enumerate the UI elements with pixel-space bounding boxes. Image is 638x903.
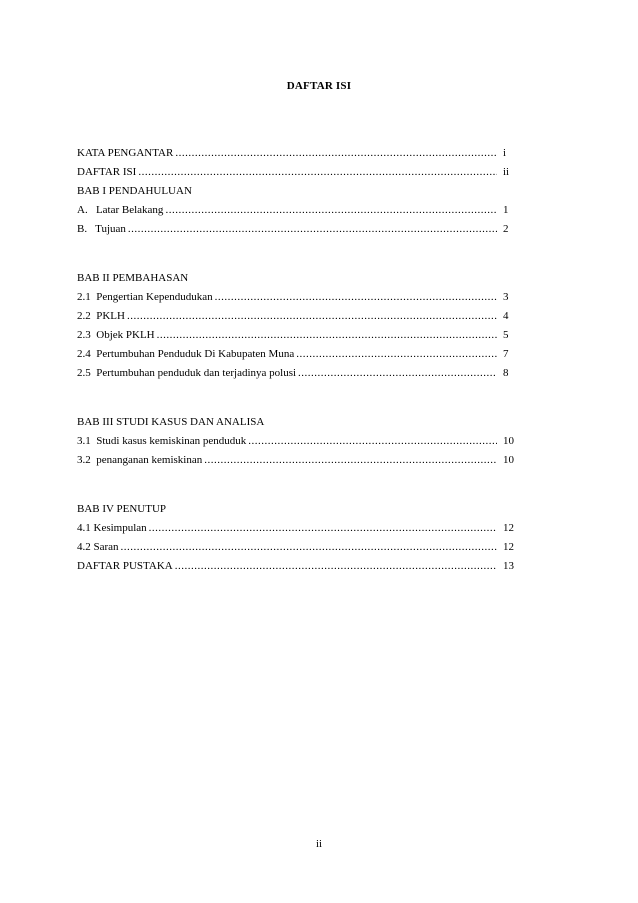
toc-entry [77,326,517,345]
dot-leader [157,326,497,345]
toc-entry-label: 4.2 Saran [77,541,119,553]
toc-entry-page: 10 [503,454,514,466]
section-spacer [77,239,517,269]
toc-entry-page: 7 [503,348,509,360]
dot-leader [128,220,497,239]
toc-entry [77,538,517,557]
chapter-heading: BAB III STUDI KASUS DAN ANALISA [77,416,265,428]
toc-entry-page: 10 [503,435,514,447]
dot-leader [175,144,497,163]
page-number: ii [315,838,323,850]
toc-entry [77,144,517,163]
toc-entry [77,432,517,451]
dot-leader [215,288,497,307]
toc-entry-page: 13 [503,560,514,572]
toc-entry-page: i [503,147,507,159]
toc-entry-label: 3.1 Studi kasus kemiskinan penduduk [77,435,247,447]
dot-leader [149,519,497,538]
toc-entry-label: DAFTAR PUSTAKA [77,560,173,572]
toc-entry-label: DAFTAR ISI [77,166,137,178]
toc-entry-page: 12 [503,522,514,534]
page-title: DAFTAR ISI [286,80,352,92]
toc-entry [77,220,517,239]
toc-entry [77,557,517,576]
chapter-heading: BAB I PENDAHULUAN [77,185,192,197]
toc-entry-label: 2.5 Pertumbuhan penduduk dan terjadinya polusi [77,367,297,379]
toc-entry-page: 2 [503,223,509,235]
toc-entry-label: A. Latar Belakang [77,204,164,216]
toc-entry [77,288,517,307]
toc-entry-label: 2.1 Pengertian Kependudukan [77,291,213,303]
toc-entry-label: 4.1 Kesimpulan [77,522,147,534]
toc-entry [77,364,517,383]
toc-entry-page: 4 [503,310,509,322]
toc-entry [77,307,517,326]
dot-leader [138,163,497,182]
toc-entry-label: 3.2 penanganan kemiskinan [77,454,203,466]
toc-entry-page: 8 [503,367,509,379]
toc-entry-label: B. Tujuan [77,223,126,235]
toc-entry [77,345,517,364]
section-spacer [77,383,517,413]
toc-entry-page: 12 [503,541,514,553]
dot-leader [204,451,497,470]
toc-entry-label: KATA PENGANTAR [77,147,174,159]
toc-entry [77,163,517,182]
dot-leader [127,307,497,326]
dot-leader [121,538,497,557]
toc-entry [77,451,517,470]
toc-entry-label: 2.2 PKLH [77,310,125,322]
toc-entry-page: 3 [503,291,509,303]
chapter-heading: BAB IV PENUTUP [77,503,167,515]
toc-entry-page: ii [503,166,510,178]
chapter-heading: BAB II PEMBAHASAN [77,272,189,284]
section-spacer [77,470,517,500]
dot-leader [175,557,497,576]
dot-leader [165,201,497,220]
toc-entry-page: 1 [503,204,509,216]
toc-entry-label: 2.3 Objek PKLH [77,329,155,341]
dot-leader [296,345,497,364]
dot-leader [248,432,497,451]
toc-entry-page: 5 [503,329,509,341]
dot-leader [298,364,497,383]
toc-entry [77,201,517,220]
table-of-contents [77,144,517,576]
toc-entry [77,519,517,538]
toc-entry-label: 2.4 Pertumbuhan Penduduk Di Kabupaten Muna [77,348,295,360]
